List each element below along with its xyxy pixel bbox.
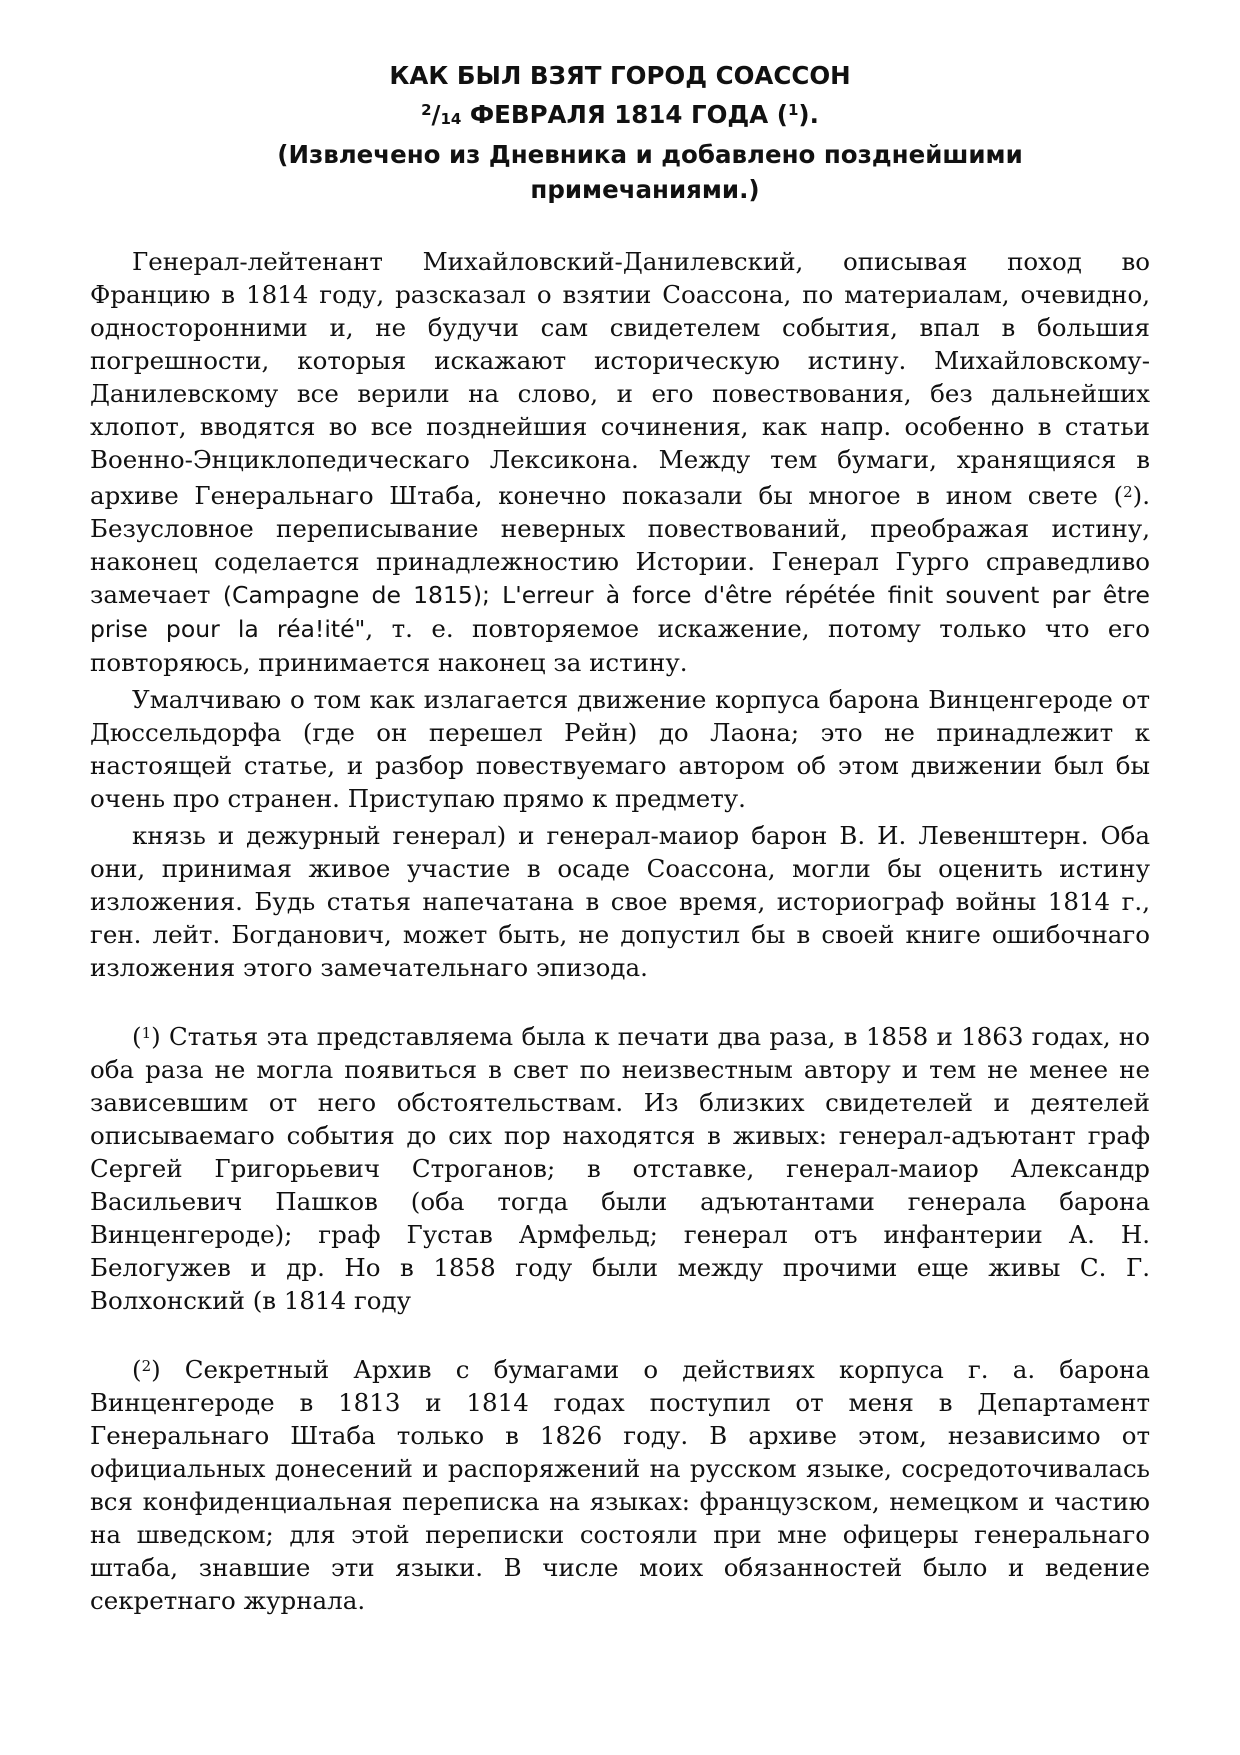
p1-part-d: , т. е. повторяемое искажение, потому только что его повторяюсь, принимается наконец за истину. (90, 614, 1150, 677)
footnote-2 (90, 1350, 1150, 1617)
footnote-1-marker: 1 (141, 1024, 152, 1042)
footnote-1 (90, 1017, 1150, 1317)
p1-french-quote: (Campagne de 1815); L'erreur à force d'être répétée finit souvent par être prise pour la réa!ité" (90, 581, 1150, 643)
document-title (90, 58, 1150, 207)
body-paragraph-3: князь и дежурный генерал) и генерал-маиор барон В. И. Левенштерн. Оба они, принимая живое участие в осаде Соассона, могли бы оценить истину изложения. Будь статья напечатана в свое время, историограф войны 1814 г., ген. лейт. Богданович, может быть, не допустил бы в своей книге ошибочнаго изложения этого замечательнаго эпизода. (90, 821, 1150, 982)
body-paragraph-1 (90, 245, 1150, 679)
date-separator: / (431, 100, 441, 129)
p1-part-b: ). Безусловное переписывание неверных повествований, преображая истину, наконец соделается принадлежностию Истории. Генерал Гурго справедливо замечает (90, 481, 1150, 609)
spacer (90, 1317, 1150, 1350)
footnote-2-marker: 2 (141, 1357, 152, 1375)
footnote-2-text: ) Секретный Архив с бумагами о действиях корпуса г. а. барона Винценгероде в 1813 и 1814 годах поступил от меня в Департамент Генеральнаго Штаба только в 1826 году. В архиве этом, независимо от официальных донесений и распоряжений на русском языке, сосредоточивалась вся конфиденциальная переписка на языках: французском, немецком и частию на шведском; для этой переписки состояли при мне офицеры генеральнаго штаба, знавшие эти языки. В числе моих обязанностей было и ведение секретнаго журнала. (90, 1355, 1150, 1615)
footnote-1-text: ) Статья эта представляема была к печати два раза, в 1858 и 1863 годах, но оба раза не могла появиться в свет по неизвестным автору и тем не менее не зависевшим от него обстоятельствам. Из близких свидетелей и деятелей описываемаго события до сих пор находятся в живых: генерал-адъютант граф Сергей Григорьевич Строганов; в отставке, генерал-маиор Александр Васильевич Пашков (оба тогда были адъютантами генерала барона Винценгероде); граф Густав Армфельд; генерал отъ инфантерии А. Н. Белогужев и др. Но в 1858 году были между прочими еще живы С. Г. Волхонский (в 1814 году (90, 1022, 1150, 1315)
spacer (90, 984, 1150, 1017)
p1-part-a: Генерал-лейтенант Михайловский-Данилевский, описывая поход во Францию в 1814 году, разсказал о взятии Соассона, по материалам, очевидно, односторонними и, не будучи сам свидетелем события, впал в большия погрешности, которыя искажают историческую истину. Михайловскому-Данилевскому все верили на слово, и его повествования, без дальнейших хлопот, вводятся во все позднейшия сочинения, как напр. особенно в статьи Военно-Энциклопедическаго Лексикона. Между тем бумаги, хранящияся в архиве Генеральнаго Штаба, конечно показали бы многое в ином свете ( (90, 247, 1150, 510)
title-line-4: примечаниями.) (530, 175, 760, 204)
p1-footnote-ref: 2 (1123, 483, 1133, 501)
document-page (90, 58, 1150, 1617)
footnote-1-open: ( (132, 1022, 142, 1051)
date-denominator: 14 (440, 110, 462, 128)
footnote-2-open: ( (132, 1355, 142, 1384)
body-paragraph-2: Умалчиваю о том как излагается движение корпуса барона Винценгероде от Дюссельдорфа (где он перешел Рейн) до Лаона; это не принадлежит к настоящей статье, и разбор повествуемаго автором об этом движении был бы очень про странен. Приступаю прямо к предмету. (90, 685, 1150, 813)
date-text: ФЕВРАЛЯ 1814 ГОДА ( (461, 100, 788, 129)
date-numerator: 2 (421, 101, 432, 119)
title-footnote-ref: 1 (787, 101, 799, 119)
date-close: ). (798, 100, 819, 129)
title-line-1: КАК БЫЛ ВЗЯТ ГОРОД СОАССОН (389, 61, 851, 90)
title-line-2-date (90, 93, 1150, 137)
title-line-3: (Извлечено из Дневника и добавлено позднейшими (277, 140, 1023, 169)
